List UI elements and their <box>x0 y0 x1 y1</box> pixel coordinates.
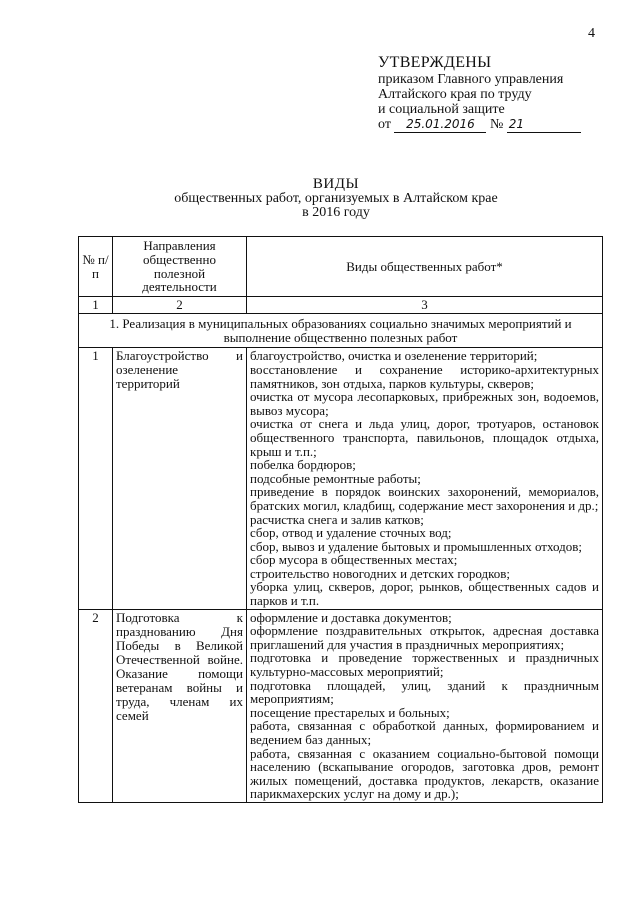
row-number: 1 <box>79 348 113 609</box>
approval-date: 25.01.2016 <box>394 117 486 133</box>
table-row <box>79 609 603 802</box>
approval-line-3: и социальной защите <box>378 102 505 117</box>
approval-line-2: Алтайского края по труду <box>378 87 532 102</box>
list-item: очистка от снега и льда улиц, дорог, тротуаров, остановок общественного транспорта, павильонов, площадок отдыха, крыш и т.п.; <box>250 416 599 459</box>
title-line-1: ВИДЫ <box>312 176 360 192</box>
list-item: благоустройство, очистка и озеленение территорий; <box>250 348 538 364</box>
row-works-list <box>247 348 603 609</box>
approval-heading: УТВЕРЖДЕНЫ <box>378 54 492 71</box>
list-item: расчистка снега и залив катков; <box>250 511 424 527</box>
row-number: 2 <box>79 609 113 802</box>
list-item: восстановление и сохранение историко-архитектурных памятников, зон отдыха, парков культуры, скверов; <box>250 361 599 391</box>
list-item: оформление и доставка документов; <box>250 609 452 625</box>
list-item: уборка улиц, скверов, дорог, рынков, общественных садов и парков и т.п. <box>250 579 599 609</box>
list-item: приведение в порядок воинских захоронений, мемориалов, братских могил, кладбищ, содержание мест захоронения и др.; <box>250 484 599 513</box>
title-line-3: в 2016 году <box>302 205 370 220</box>
list-item: строительство новогодних и детских городков; <box>250 565 510 581</box>
page-number: 4 <box>588 26 595 41</box>
list-item: сбор мусора в общественных местах; <box>250 552 458 568</box>
number-label: № <box>489 117 504 132</box>
list-item: очистка от мусора лесопарковых, прибрежных зон, водоемов, вывоз мусора; <box>250 389 599 418</box>
list-item: оформление поздравительных открыток, адресная доставка приглашений для участия в праздничных мероприятиях; <box>250 623 599 652</box>
list-item: подсобные ремонтные работы; <box>250 470 421 486</box>
section-row <box>79 313 603 348</box>
column-number-row <box>79 297 603 314</box>
list-item: сбор, вывоз и удаление бытовых и промышленных отходов; <box>250 538 582 554</box>
section-title: 1. Реализация в муниципальных образованиях социально значимых мероприятий и выполнение общественно полезных работ <box>79 313 603 348</box>
list-item: работа, связанная с обработкой данных, формированием и ведением баз данных; <box>250 718 599 748</box>
list-item: работа, связанная с оказанием социально-бытовой помощи населению (вскапывание огородов, заготовка дров, ремонт жилых помещений, доставка продуктов, лекарств, оказание парикмахерских услуг на дому и др.); <box>250 745 599 802</box>
list-item: подготовка площадей, улиц, зданий к праздничным мероприятиям; <box>250 677 599 707</box>
approval-stamp <box>378 54 618 133</box>
row-direction: Благоустройство и озеленение территорий <box>113 348 247 609</box>
approval-number: 21 <box>507 117 581 133</box>
document-title <box>96 177 576 220</box>
header-types: Виды общественных работ* <box>247 237 603 297</box>
list-item: побелка бордюров; <box>250 457 356 473</box>
col-number-1: 1 <box>79 297 113 314</box>
approval-line-1: приказом Главного управления <box>378 72 564 87</box>
list-item: сбор, отвод и удаление сточных вод; <box>250 525 452 541</box>
col-number-2: 2 <box>113 297 247 314</box>
list-item: посещение престарелых и больных; <box>250 704 450 720</box>
list-item: подготовка и проведение торжественных и праздничных культурно-массовых мероприятий; <box>250 650 599 680</box>
col-number-3: 3 <box>247 297 603 314</box>
table-header-row <box>79 237 603 297</box>
public-works-table <box>78 236 603 803</box>
approval-signature-line <box>378 117 618 133</box>
row-works-list <box>247 609 603 802</box>
row-direction: Подготовка к празднованию Дня Победы в Великой Отечественной войне. Оказание помощи ветеранам войны и труда, членам их семей <box>113 609 247 802</box>
header-num: № п/п <box>79 237 113 297</box>
table-row <box>79 348 603 609</box>
header-direction: Направления общественно полезной деятельности <box>113 237 247 297</box>
from-label: от <box>378 117 391 132</box>
title-line-2: общественных работ, организуемых в Алтайском крае <box>174 191 498 206</box>
